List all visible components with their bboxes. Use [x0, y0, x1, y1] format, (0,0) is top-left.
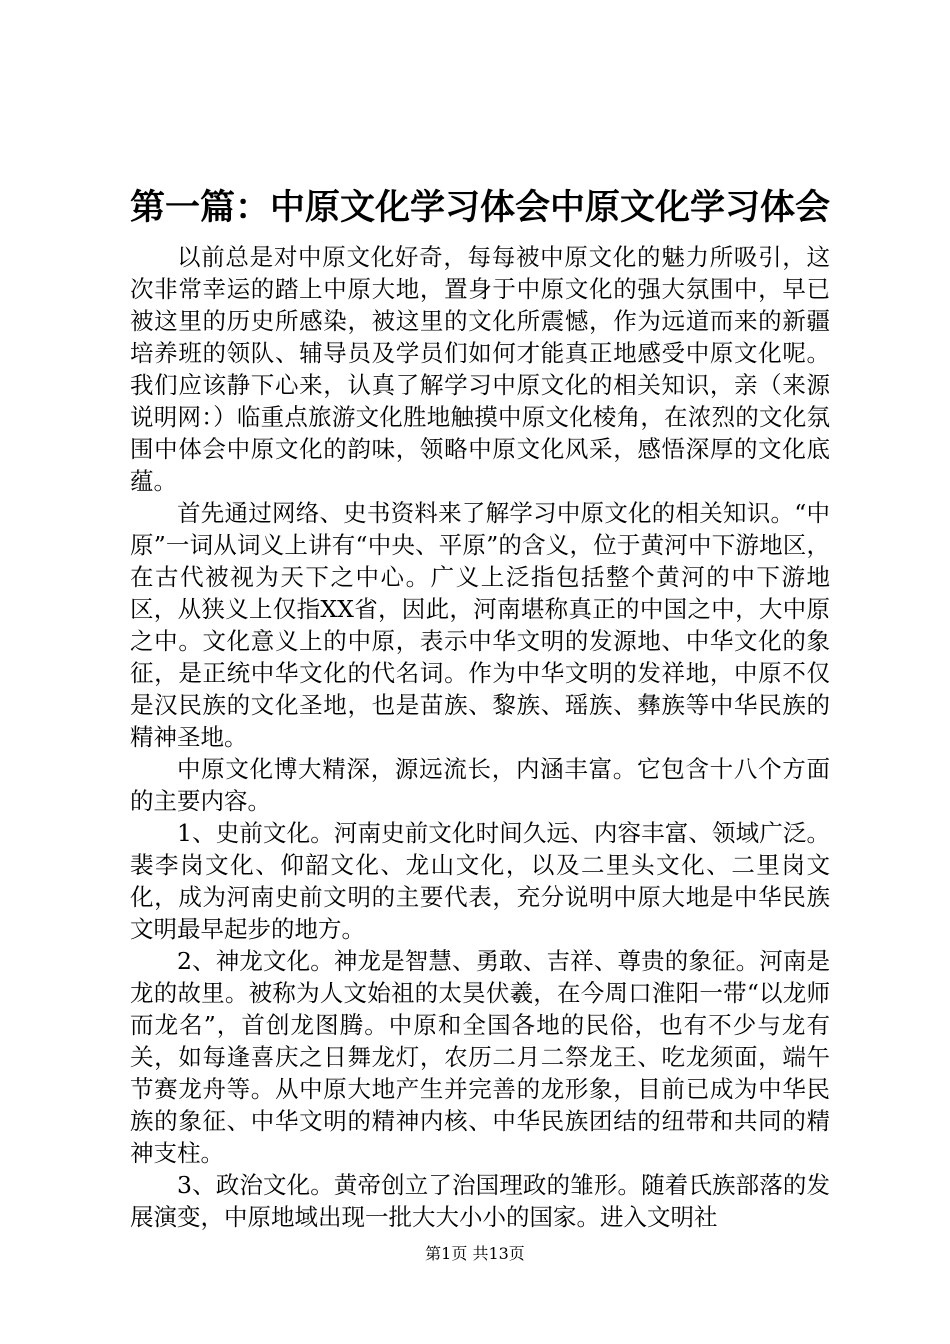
- document-body: [130, 241, 830, 1233]
- paragraph-prehistoric-culture: 1、史前文化。河南史前文化时间久远、内容丰富、领域广泛。裴李岗文化、仰韶文化、龙山文化，以及二里头文化、二里岗文化，成为河南史前文明的主要代表，充分说明中原大地是中华民族文明最早起步的地方。: [130, 819, 830, 943]
- page-footer: 第1页 共13页: [425, 1244, 525, 1263]
- paragraph-definition: 首先通过网络、史书资料来了解学习中原文化的相关知识。“中原”一词从词义上讲有“中央、平原”的含义，位于黄河中下游地区，在古代被视为天下之中心。广义上泛指包括整个黄河的中下游地区，从狭义上仅指XX省，因此，河南堪称真正的中国之中，大中原之中。文化意义上的中原，表示中华文明的发源地、中华文化的象征，是正统中华文化的代名词。作为中华文明的发祥地，中原不仅是汉民族的文化圣地，也是苗族、黎族、瑶族、彝族等中华民族的精神圣地。: [130, 499, 830, 751]
- paragraph-dragon-culture: 2、神龙文化。神龙是智慧、勇敢、吉祥、尊贵的象征。河南是龙的故里。被称为人文始祖的太昊伏羲，在今周口淮阳一带“以龙师而龙名”，首创龙图腾。中原和全国各地的民俗，也有不少与龙有关，如每逢喜庆之日舞龙灯，农历二月二祭龙王、吃龙须面，端午节赛龙舟等。从中原大地产生并完善的龙形象，目前已成为中华民族的象征、中华文明的精神内核、中华民族团结的纽带和共同的精神支柱。: [130, 947, 830, 1167]
- paragraph-intro: 以前总是对中原文化好奇，每每被中原文化的魅力所吸引，这次非常幸运的踏上中原大地，置身于中原文化的强大氛围中，早已被这里的历史所感染，被这里的文化所震憾，作为远道而来的新疆培养班的领队、辅导员及学员们如何才能真正地感受中原文化呢。我们应该静下心来，认真了解学习中原文化的相关知识，亲（来源说明网：）临重点旅游文化胜地触摸中原文化棱角，在浓烈的文化氛围中体会中原文化的韵味，领略中原文化风采，感悟深厚的文化底蕴。: [130, 243, 830, 495]
- paragraph-political-culture: 3、政治文化。黄帝创立了治国理政的雏形。随着氏族部落的发展演变，中原地域出现一批大大小小的国家。进入文明社: [130, 1171, 830, 1231]
- document-title: 第一篇：中原文化学习体会中原文化学习体会: [130, 188, 831, 228]
- paragraph-overview: 中原文化博大精深，源远流长，内涵丰富。它包含十八个方面的主要内容。: [130, 755, 830, 815]
